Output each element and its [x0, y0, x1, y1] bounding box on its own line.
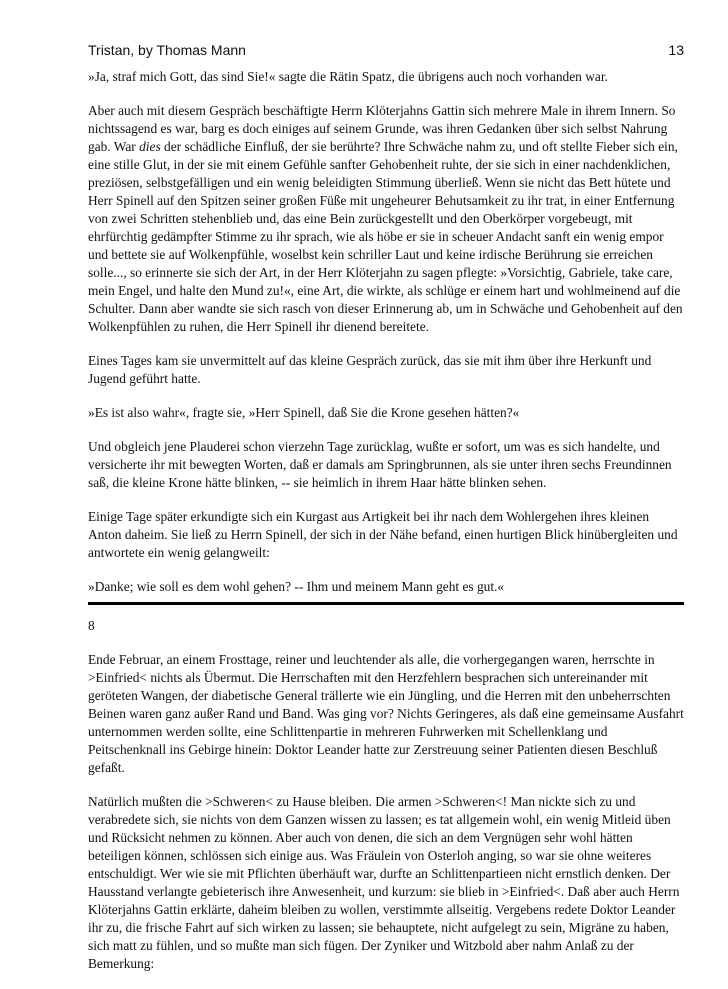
paragraph: Einige Tage später erkundigte sich ein Kurgast aus Artigkeit bei ihr nach dem Wohlergehen ihres kleinen Anton daheim. Sie ließ zu Herrn Spinell, der sich in der Nähe befand, einen hurtigen Blick hinübergleiten und antwortete ein wenig gelangweilt:	[88, 509, 678, 560]
paragraph: Natürlich mußten die >Schweren< zu Hause bleiben. Die armen >Schweren<! Man nickte sich zu und verabredete sich, sie nichts von dem Ganzen wissen zu lassen; es tat allgemein wohl, ein wenig Mitleid üben und Rücksicht nehmen zu können. Aber auch von denen, die sich an dem Vergnügen sehr wohl hätten beteiligen können, schlössen sich einige aus. Was Fräulein von Osterloh anging, so war sie ohne weiteres entschuldigt. Wer wie sie mit Pflichten überhäuft war, durfte an Schlittenpartieen nicht ernstlich denken. Der Hausstand verlangte gebieterisch ihre Anwesenheit, und kurzum: sie blieb in >Einfried<. Daß aber auch Herrn Klöterjahns Gattin erklärte, daheim bleiben zu wollen, verstimmte allseitig. Vergebens redete Doktor Leander ihr zu, die frische Fahrt auf sich wirken zu lassen; sie behauptete, nicht aufgelegt zu sein, Migräne zu haben, sich matt zu fühlen, und so mußte man sich fügen. Der Zyniker und Witzbold aber nahm Anlaß zu der Bemerkung:	[88, 794, 680, 971]
chapter-number: 8	[88, 618, 95, 633]
paragraph: »Ja, straf mich Gott, das sind Sie!« sagte die Rätin Spatz, die übrigens auch noch vorhanden war.	[88, 69, 608, 84]
chapter-divider	[88, 602, 684, 605]
paragraph: Ende Februar, an einem Frosttage, reiner und leuchtender als alle, die vorhergegangen waren, herrschte in >Einfried< nichts als Übermut. Die Herrschaften mit den Herzfehlern besprachen sich untereinander mit geröteten Wangen, der diabetische General trällerte wie ein Jüngling, und die Herren mit den unbeherrschten Beinen waren ganz außer Rand und Band. Was ging vor? Nichts Geringeres, als daß eine gemeinsame Ausfahrt unternommen werden sollte, eine Schlittenpartie in mehreren Fuhrwerken mit Schellenklang und Peitschenknall ins Gebirge hinein: Doktor Leander hatte zur Zerstreuung seiner Patienten diesen Beschluß gefaßt.	[88, 652, 684, 775]
book-title: Tristan, by Thomas Mann	[88, 42, 246, 58]
body-text	[88, 68, 684, 989]
paragraph: Und obgleich jene Plauderei schon vierzehn Tage zurücklag, wußte er sofort, um was es sich handelte, und versicherte ihr mit bewegten Worten, daß er damals am Springbrunnen, als sie unter ihren sechs Freundinnen saß, die kleine Krone hätte blinken, -- sie heimlich in ihrem Haar hätte blinken sehen.	[88, 439, 672, 490]
page-header	[88, 42, 684, 62]
paragraph: Aber auch mit diesem Gespräch beschäftigte Herrn Klöterjahns Gattin sich mehrere Male in ihrem Innern. So nichtssagend es war, barg es doch einiges auf seinem Grunde, was ihren Gedanken über sich selbst Nahrung gab. War dies der schädliche Einfluß, der sie berührte? Ihre Schwäche nahm zu, und oft stellte Fieber sich ein, eine stille Glut, in der sie mit einem Gefühle sanfter Gehobenheit ruhte, der sie sich in einer nachdenklichen, preziösen, selbstgefälligen und ein wenig beleidigten Stimmung überließ. Wenn sie nicht das Bett hütete und Herr Spinell auf den Spitzen seiner großen Füße mit ungeheurer Behutsamkeit zu ihr trat, in einer Entfernung von zwei Schritten stehenblieb und, das eine Bein zurückgestellt und den Oberkörper vorgebeugt, mit ehrfürchtig gedämpfter Stimme zu ihr sprach, wie als höbe er sie in scheuer Andacht sanft ein wenig empor und bettete sie auf Wolkenpfühle, woselbst kein schriller Laut und keine irdische Berührung sie erreichen solle..., so erinnerte sie sich der Art, in der Herr Klöterjahn zu sagen pflegte: »Vorsichtig, Gabriele, take care, mein Engel, und halte den Mund zu!«, eine Art, die wirkte, als schlüge er einem hart und wohlmeinend auf die Schulter. Dann aber wandte sie sich rasch von dieser Erinnerung ab, um in Schwäche und Gehobenheit auf den Wolkenpfühlen zu ruhen, die Herr Spinell ihr dienend bereitete.	[88, 103, 683, 334]
emphasis: dies	[139, 139, 161, 154]
paragraph: »Es ist also wahr«, fragte sie, »Herr Spinell, daß Sie die Krone gesehen hätten?«	[88, 405, 520, 420]
paragraph: »Danke; wie soll es dem wohl gehen? -- Ihm und meinem Mann geht es gut.«	[88, 579, 505, 594]
paragraph: Eines Tages kam sie unvermittelt auf das kleine Gespräch zurück, das sie mit ihm über ihre Herkunft und Jugend geführt hatte.	[88, 353, 652, 386]
page-number: 13	[668, 42, 684, 58]
